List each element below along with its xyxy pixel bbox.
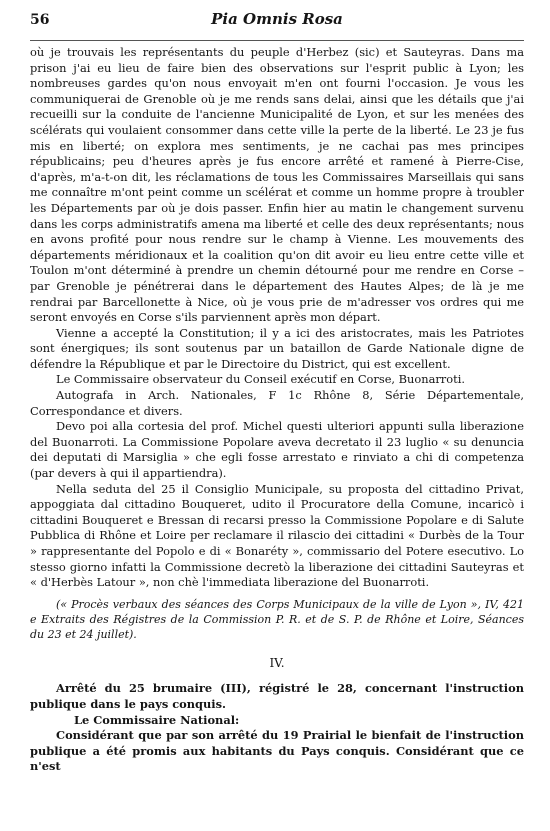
commentary-paragraph: Nella seduta del 25 il Consiglio Municipale, su proposta del cittadino Privat, appoggiata dal cittadino Bouqueret, udito il Procuratore della Comune, incaricò i cittadini Bouqueret e Bressan di recarsi presso la Commissione Popolare e di Salute Pubblica di Rhône et Loire per reclamare il rilascio dei cittadini « Durbès de la Tour » rappresentante del Popolo e di « Bonaréty », commissario del Potere esecutivo. Lo stesso giorno infatti la Commissione decretò la liberazione dei cittadini Sauteyras et « d'Herbès Latour », non chè l'immediata liberazione del Buonarroti. [30,481,524,590]
letter-paragraph: où je trouvais les représentants du peuple d'Herbez (sic) et Sauteyras. Dans ma prison j'ai eu lieu de faire bien des observations sur l'esprit public à Lyon; les nombreuses gardes qu'on nous envoyait m'en ont fourni l'occasion. Je vous les communiquerai de Grenoble où je me rends sans delai, ainsi que les détails que j'ai recueilli sur la conduite de l'ancienne Municipalité de Lyon, et sur les menées des scélérats qui voulaient consommer dans cette ville la perte de la liberté. Le 23 je fus mis en liberté; on explora mes sentiments, je ne cachai pas mes principes républicains; peu d'heures après je fus encore arrêté et ramené à Pierre-Cise, d'après, m'a-t-on dit, les réclamations de tous les Commissaires Marseillais qui sans me connaître m'ont peint comme un scélérat et comme un homme propre à troubler les Départements par où je dois passer. Enfin hier au matin le changement survenu dans les corps administratifs amena ma liberté et celle des deux représentants; nous en avons profité pour nous rendre sur le champ à Vienne. Les mouvements des départements méridionaux et la coalition qu'on dit avoir eu lieu entre cette ville et Toulon m'ont déterminé à prendre un chemin détourné pour me rendre en Corse – par Grenoble je pénétrerai dans le département des Hautes Alpes; de là je me rendrai par Barcellonette à Nice, où je vous prie de m'adresser vos ordres qui me seront envoyés en Corse s'ils parviennent après mon départ. [30,45,524,325]
decree-issuer: Le Commissaire National: [74,712,240,727]
page-number: 56 [30,12,50,28]
decree-title: Arrêté du 25 brumaire (III), régistré le 28, concernant l'instruction publique dans le pays conquis. [30,681,524,711]
citation: (« Procès verbaux des séances des Corps Municipaux de la ville de Lyon », IV, 421 e Extraits des Régistres de la Commission P. R. et de S. P. de Rhône et Loire, Séances du 23 et 24 juillet). [30,597,524,641]
section-heading: IV. [269,655,285,670]
source-note: Autografa in Arch. Nationales, F 1c Rhône 8, Série Départementale, Correspondance et divers. [30,388,524,418]
letter-paragraph: Vienne a accepté la Constitution; il y a ici des aristocrates, mais les Patriotes sont énergiques; ils sont soutenus par un bataillon de Garde Nationale digne de défendre la République et par le Directoire du District, qui est excellent. [30,325,524,371]
running-title: Pia Omnis Rosa [211,10,343,28]
page-body [30,45,524,775]
running-head [30,10,524,41]
letter-signature: Le Commissaire observateur du Conseil exécutif en Corse, Buonarroti. [56,372,465,387]
decree-paragraph: Considérant que par son arrêté du 19 Prairial le bienfait de l'instruction publique a été promis aux habitants du Pays conquis. Considérant que ce n'est [30,728,524,774]
commentary-paragraph: Devo poi alla cortesia del prof. Michel questi ulteriori appunti sulla liberazione del Buonarroti. La Commissione Popolare aveva decretato il 23 luglio « su denuncia dei deputati di Marsiglia » che egli fosse arrestato e rinviato a chi di competenza (par devers à qui il appartiendra). [30,419,524,481]
